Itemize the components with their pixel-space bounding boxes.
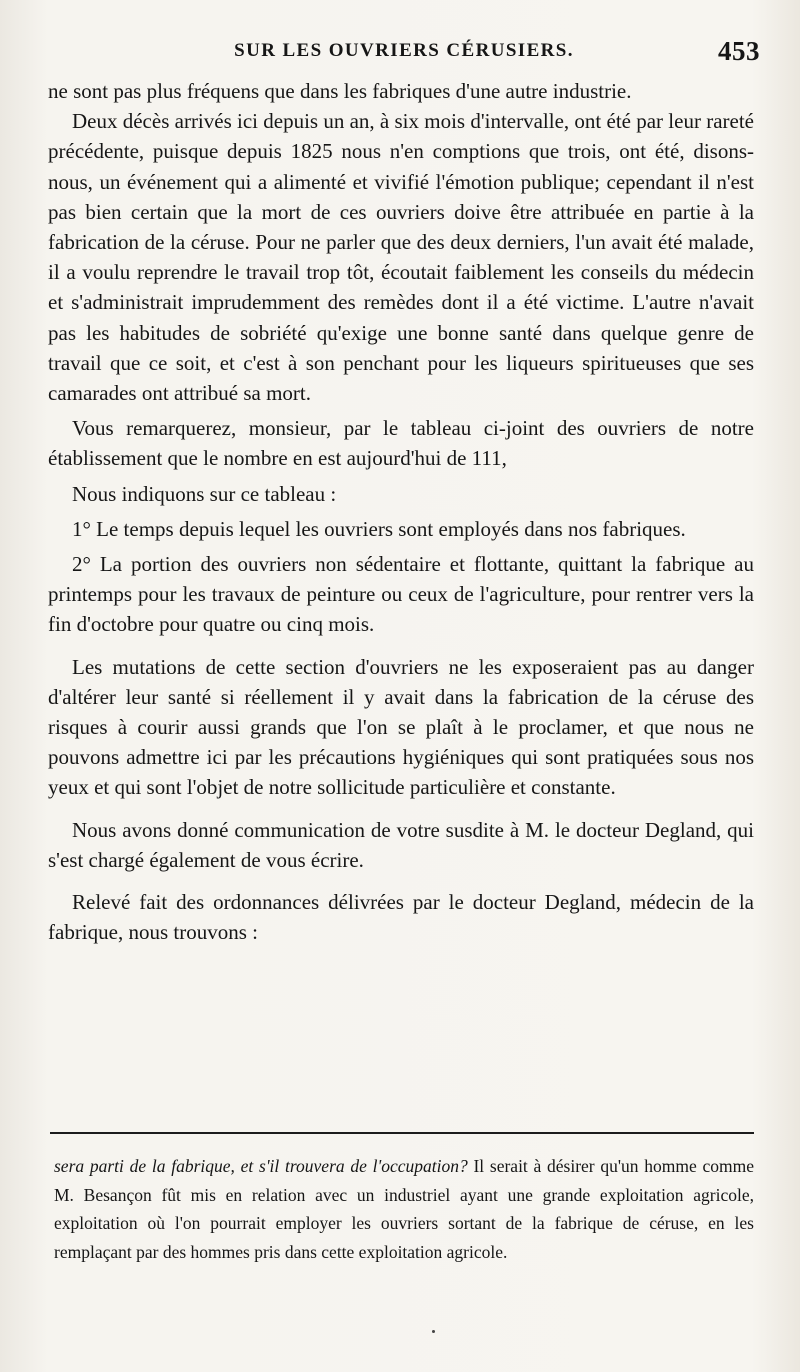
paragraph: Deux décès arrivés ici depuis un an, à six mois d'intervalle, ont été par leur rareté précédente, puisque depuis 1825 nous n'en comptions que trois, ont été, disons-nous, un événement qui a alimenté et vivifié l'émotion publique; cependant il n'est pas bien certain que la mort de ces ouvriers doive être attribuée en partie à la fabrication de la céruse. Pour ne parler que des deux derniers, l'un avait été malade, il a voulu reprendre le travail trop tôt, écoutait faiblement les conseils du médecin et s'administrait imprudemment des remèdes dont il a été victime. L'autre n'avait pas les habitudes de sobriété qu'exige une bonne santé dans quelque genre de travail que ce soit, et c'est à son penchant pour les liqueurs spiritueuses que ses camarades ont attribué sa mort. <box>48 109 754 406</box>
paragraph: Relevé fait des ordonnances délivrées par le docteur Degland, médecin de la fabrique, nous trouvons : <box>48 890 754 945</box>
paragraph: Nous indiquons sur ce tableau : <box>72 481 337 506</box>
running-head: SUR LES OUVRIERS CÉRUSIERS. <box>234 40 574 61</box>
page-number: 453 <box>718 36 760 66</box>
paragraph: ne sont pas plus fréquens que dans les fabriques d'une autre industrie. <box>48 79 632 103</box>
paragraph: Nous avons donné communication de votre susdite à M. le docteur Degland, qui s'est chargé également de vous écrire. <box>48 817 754 872</box>
page-header <box>48 36 760 70</box>
list-item: 1° Le temps depuis lequel les ouvriers sont employés dans nos fabriques. <box>72 516 686 541</box>
footnote-divider <box>50 1132 754 1134</box>
footnote-paragraph <box>54 1152 754 1266</box>
footnote-text: Il serait à désirer qu'un homme comme M. Besançon fût mis en relation avec un industriel ayant une grande exploitation agricole, exploitation où l'on pourrait employer les ouvriers sortant de la fabrique de céruse, en les remplaçant par des hommes pris dans cette exploitation agricole. <box>54 1156 754 1262</box>
main-text <box>48 76 754 947</box>
paragraph: Les mutations de cette section d'ouvriers ne les exposeraient pas au danger d'altérer leur santé si réellement il y avait dans la fabrication de la céruse des risques à courir aussi grands que l'on se plaît à le proclamer, et que nous ne pouvons admettre ici par les précautions hygiéniques qui sont pratiquées sous nos yeux et qui sont l'objet de notre sollicitude particulière et constante. <box>48 654 754 800</box>
footnote <box>54 1152 754 1266</box>
footnote-italic-text: sera parti de la fabrique, et s'il trouvera de l'occupation? <box>54 1156 468 1176</box>
ink-speck <box>432 1330 435 1333</box>
list-item: 2° La portion des ouvriers non sédentaire et flottante, quittant la fabrique au printemps pour les travaux de peinture ou ceux de l'agriculture, pour rentrer vers la fin d'octobre pour quatre ou cinq mois. <box>48 552 754 637</box>
paragraph: Vous remarquerez, monsieur, par le tableau ci-joint des ouvriers de notre établissement que le nombre en est aujourd'hui de 111, <box>48 416 754 471</box>
